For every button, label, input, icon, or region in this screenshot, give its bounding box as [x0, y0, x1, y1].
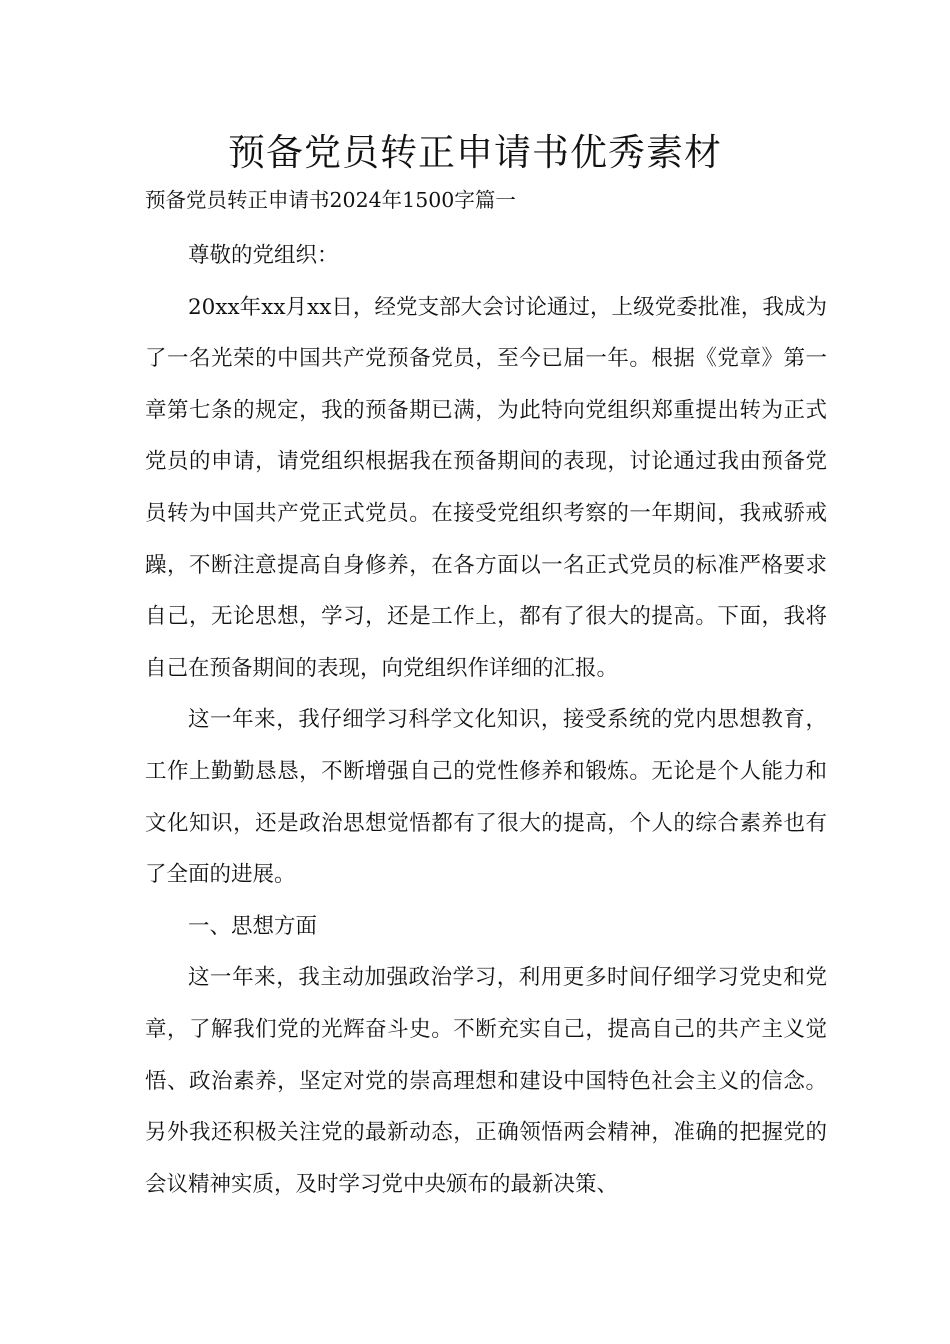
- document-title: 预备党员转正申请书优秀素材: [228, 131, 722, 174]
- salutation: 尊敬的党组织：: [188, 243, 339, 268]
- paragraph: 20xx年xx月xx日，经党支部大会讨论通过，上级党委批准，我成为了一名光荣的中国共产党预备党员，至今已届一年。根据《党章》第一章第七条的规定，我的预备期已满，为此特向党组织郑重提出转为正式党员的申请，请党组织根据我在预备期间的表现，讨论通过我由预备党员转为中国共产党正式党员。在接受党组织考察的一年期间，我戒骄戒躁，不断注意提高自身修养，在各方面以一名正式党员的标准严格要求自己，无论思想，学习，还是工作上，都有了很大的提高。下面，我将自己在预备期间的表现，向党组织作详细的汇报。: [145, 294, 827, 681]
- document-body: [145, 230, 827, 1210]
- paragraph: 这一年来，我仔细学习科学文化知识，接受系统的党内思想教育，工作上勤勤恳恳，不断增强自己的党性修养和锻炼。无论是个人能力和文化知识，还是政治思想觉悟都有了很大的提高，个人的综合素养也有了全面的进展。: [145, 707, 827, 888]
- section-heading: 一、思想方面: [188, 913, 318, 939]
- document-subtitle: 预备党员转正申请书2024年1500字篇一: [145, 188, 516, 212]
- paragraph: 这一年来，我主动加强政治学习，利用更多时间仔细学习党史和党章，了解我们党的光辉奋斗史。不断充实自己，提高自己的共产主义觉悟、政治素养，坚定对党的崇高理想和建设中国特色社会主义的信念。另外我还积极关注党的最新动态，正确领悟两会精神，准确的把握党的会议精神实质，及时学习党中央颁布的最新决策、: [145, 965, 827, 1197]
